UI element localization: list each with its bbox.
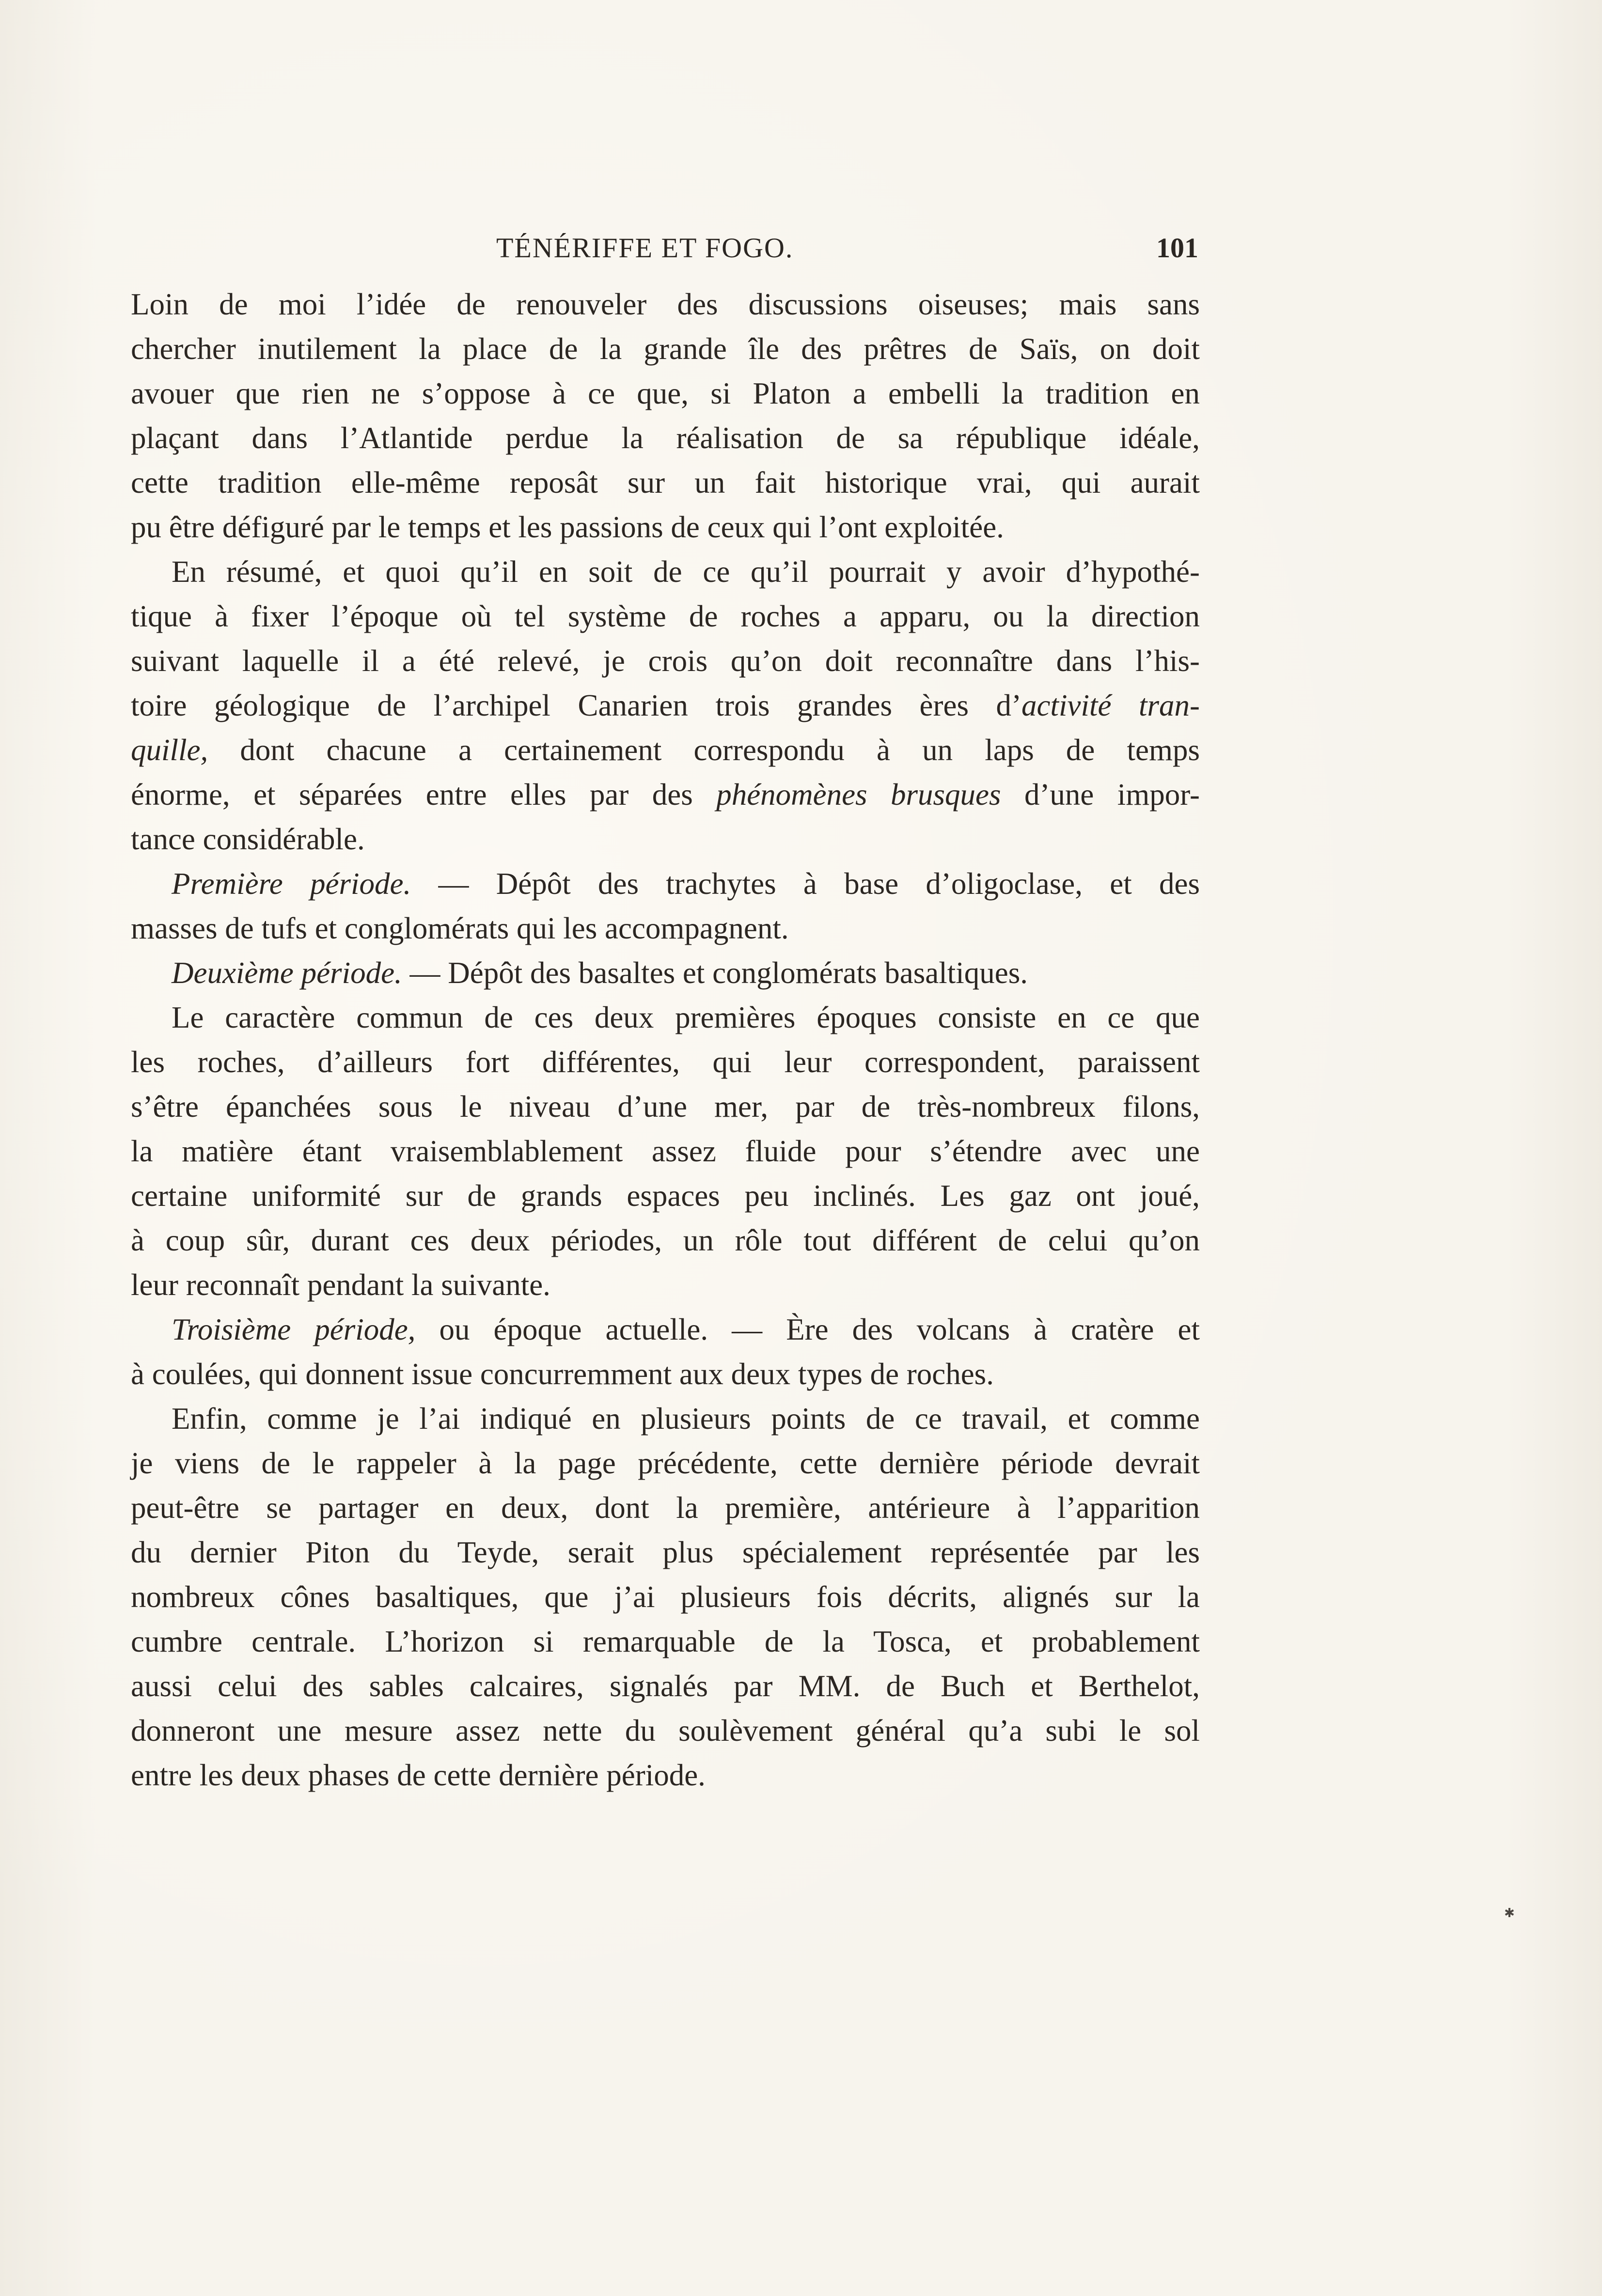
text-line: tique à fixer l’époque où tel système de roches a apparu, ou la direction (131, 599, 1200, 633)
text-line: Deuxième période. — Dépôt des basaltes et conglomérats basaltiques. (172, 956, 1028, 990)
body-text (131, 282, 1200, 1797)
italic-term: activité tran- (1021, 688, 1200, 722)
period-heading: Première période. (172, 867, 411, 901)
text-line: chercher inutilement la place de la grande île des prêtres de Saïs, on doit (131, 332, 1200, 366)
text-line: du dernier Piton du Teyde, serait plus spécialement représentée par les (131, 1535, 1200, 1569)
text-line: Le caractère commun de ces deux premières époques consiste en ce que (172, 1000, 1200, 1034)
text-line: toire géologique de l’archipel Canarien trois grandes ères d’activité tran- (131, 688, 1200, 722)
text-line: entre les deux phases de cette dernière période. (131, 1758, 706, 1792)
text-line: la matière étant vraisemblablement assez fluide pour s’étendre avec une (131, 1134, 1200, 1168)
text-line: les roches, d’ailleurs fort différentes, qui leur correspondent, paraissent (131, 1045, 1200, 1079)
stray-ink-mark: ✱ (1504, 1906, 1515, 1921)
text-line: cette tradition elle-même reposât sur un fait historique vrai, qui aurait (131, 466, 1200, 500)
text-line: Loin de moi l’idée de renouveler des discussions oiseuses; mais sans (131, 287, 1200, 321)
text-line: En résumé, et quoi qu’il en soit de ce qu’il pourrait y avoir d’hypothé- (172, 555, 1200, 589)
period-heading: Deuxième période. (172, 956, 402, 990)
text-line: Troisième période, ou époque actuelle. — Ère des volcans à cratère et (172, 1312, 1200, 1346)
text-line: peut-être se partager en deux, dont la première, antérieure à l’apparition (131, 1491, 1200, 1525)
text-line: avouer que rien ne s’oppose à ce que, si Platon a embelli la tradition en (131, 376, 1200, 410)
italic-term: quille, (131, 733, 208, 767)
text-line: donneront une mesure assez nette du soulèvement général qu’a subi le sol (131, 1714, 1200, 1748)
text-line: Enfin, comme je l’ai indiqué en plusieurs points de ce travail, et comme (172, 1402, 1200, 1436)
text-line: suivant laquelle il a été relevé, je crois qu’on doit reconnaître dans l’his- (131, 644, 1200, 678)
text-line: je viens de le rappeler à la page précédente, cette dernière période devrait (131, 1446, 1200, 1480)
text-line: masses de tufs et conglomérats qui les accompagnent. (131, 911, 789, 945)
text-line: pu être défiguré par le temps et les passions de ceux qui l’ont exploitée. (131, 510, 1004, 544)
text-line: aussi celui des sables calcaires, signalés par MM. de Buch et Berthelot, (131, 1669, 1200, 1703)
text-line: certaine uniformité sur de grands espaces peu inclinés. Les gaz ont joué, (131, 1179, 1200, 1213)
text-line: quille, dont chacune a certainement correspondu à un laps de temps (131, 733, 1200, 767)
text-line: plaçant dans l’Atlantide perdue la réalisation de sa république idéale, (131, 421, 1200, 455)
text-line: cumbre centrale. L’horizon si remarquable de la Tosca, et probablement (131, 1624, 1200, 1658)
page-number: 101 (1156, 232, 1198, 264)
text-line: s’être épanchées sous le niveau d’une mer, par de très-nombreux filons, (131, 1090, 1200, 1124)
running-head (132, 232, 1198, 275)
text-line: tance considérable. (131, 822, 365, 856)
text-line: leur reconnaît pendant la suivante. (131, 1268, 550, 1302)
running-title: TÉNÉRIFFE ET FOGO. (496, 232, 794, 264)
period-heading: Troisième période, (172, 1312, 416, 1346)
text-line: Première période. — Dépôt des trachytes à base d’oligoclase, et des (172, 867, 1200, 901)
text-line: énorme, et séparées entre elles par des phénomènes brusques d’une impor- (131, 778, 1200, 812)
text-line: à coup sûr, durant ces deux périodes, un rôle tout différent de celui qu’on (131, 1223, 1200, 1257)
text-line: à coulées, qui donnent issue concurremment aux deux types de roches. (131, 1357, 994, 1391)
text-line: nombreux cônes basaltiques, que j’ai plusieurs fois décrits, alignés sur la (131, 1580, 1200, 1614)
italic-term: phénomènes brusques (716, 778, 1001, 812)
